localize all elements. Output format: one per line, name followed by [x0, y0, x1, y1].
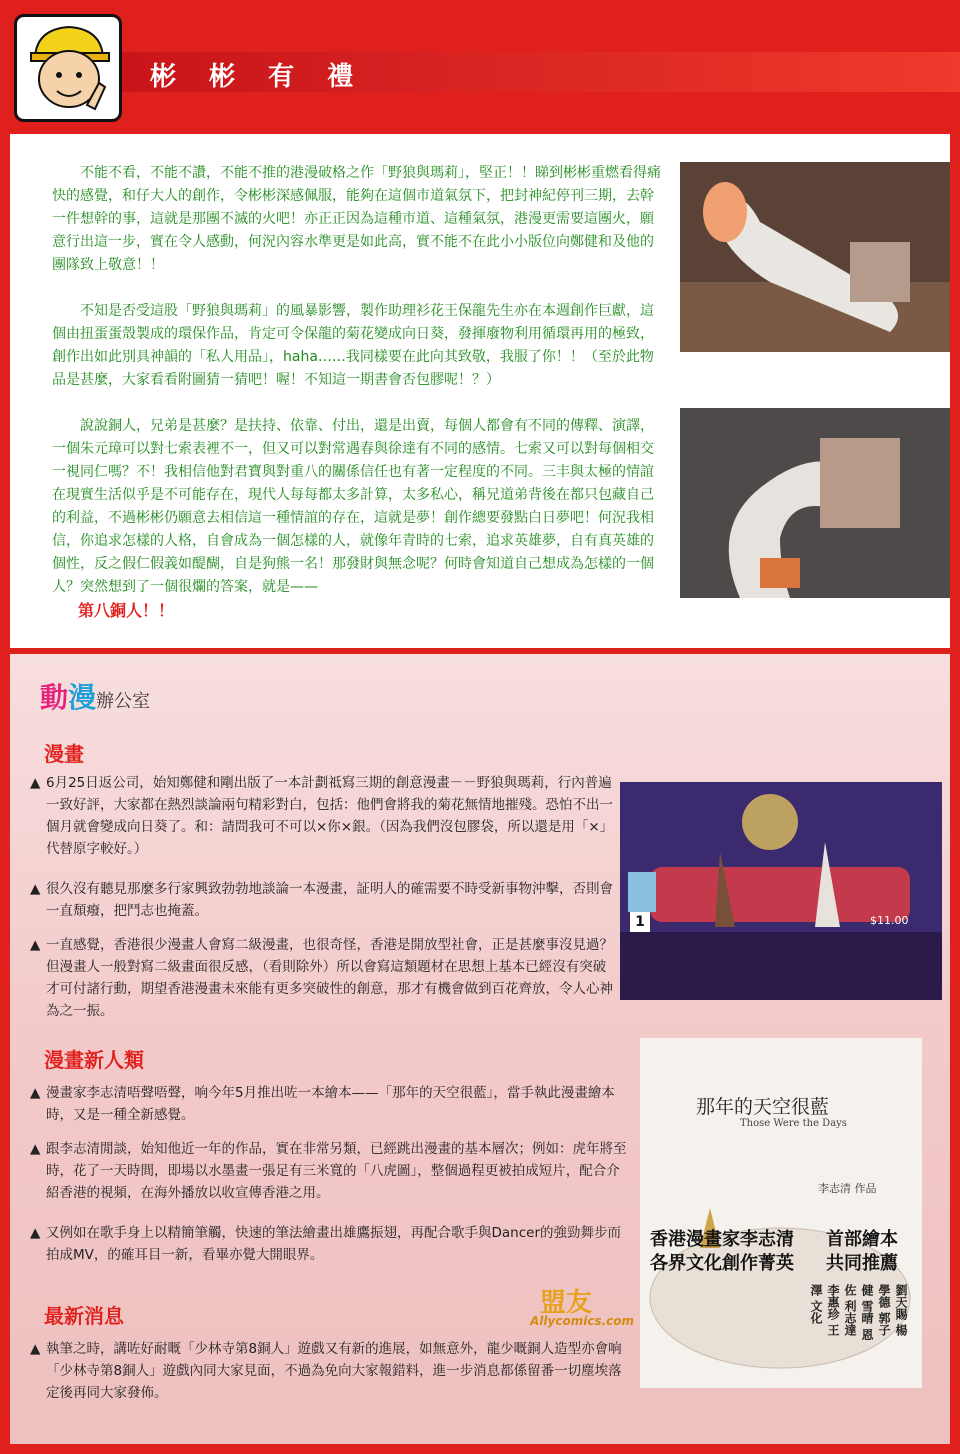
office-title-c: 辦公室 — [96, 691, 151, 712]
mascot-illustration — [14, 14, 122, 122]
list-item — [30, 878, 615, 922]
list-item — [30, 934, 615, 1022]
section-heading-newcomers: 漫畫新人類 — [44, 1048, 144, 1072]
photo-sculpture-1 — [680, 162, 950, 352]
recommender-name: 郭子健 — [860, 1284, 891, 1337]
page-title: 彬 彬 有 禮 — [150, 62, 366, 92]
recommender-name: 恩佐 — [843, 1284, 874, 1341]
book-title: 那年的天空很藍 — [696, 1096, 830, 1118]
photo-sculpture-2 — [680, 408, 950, 598]
picture-book-cover — [640, 1038, 922, 1388]
list-item-text: 很久沒有聽見那麼多行家興致勃勃地談論一本漫畫，証明人的確需要不時受新事物沖擊，否則會一直頹癈，把鬥志也掩蓋。 — [46, 881, 613, 919]
bullet-triangle-icon: ▲ — [30, 881, 41, 897]
recommender-name: 李惠珍 — [826, 1284, 840, 1320]
list-item-text: 一直感覺，香港很少漫畫人會寫二級漫畫，也很奇怪，香港是開放型社會，正是甚麼事沒見過？但漫畫人一般對寫二級畫面很反感，（看則除外）所以會寫這類題材在思想上基本已經沒有突破才可付諸行動，期望香港漫畫未來能有更多突破性的創意，那才有機會做到百花齊放，令人心神為之一振。 — [46, 937, 613, 1019]
list-item — [30, 772, 615, 860]
recommender-name: 楊學德 — [877, 1284, 908, 1337]
recommender-name: 文化 — [809, 1300, 823, 1325]
bullet-triangle-icon: ▲ — [30, 1225, 41, 1241]
closing-line: 第八銅人！！ — [78, 601, 175, 620]
list-item — [30, 1138, 630, 1204]
list-item-text: 執筆之時，講咗好耐嘅「少林寺第8銅人」遊戲又有新的進展，如無意外，龍少嘅銅人造型亦會响「少林寺第8銅人」遊戲內同大家見面，不過為免向大家報錯料，進一步消息都係留番一切塵埃落定後再同大家發佈。 — [46, 1341, 622, 1401]
intro-text — [52, 162, 667, 622]
tagline-left-line-2: 各界文化創作菁英 — [650, 1253, 794, 1274]
cover-price: $11.00 — [870, 914, 909, 927]
office-title-a: 動 — [40, 681, 69, 714]
bullet-triangle-icon: ▲ — [30, 1085, 41, 1101]
recommender-names — [690, 1284, 910, 1344]
bullet-triangle-icon: ▲ — [30, 1341, 41, 1357]
cover-volume-number: 1 — [630, 912, 650, 932]
recommender-name: 雪晴 — [860, 1300, 874, 1325]
list-item-text: 漫畫家李志清唔聲唔聲，响今年5月推出咗一本繪本——「那年的天空很藍」，當手執此漫畫繪本時，又是一種全新感覺。 — [46, 1085, 615, 1123]
book-subtitle: Those Were the Days — [740, 1118, 847, 1129]
intro-paragraph-2: 不知是否受這股「野狼與瑪莉」的風暴影響，製作助理衫花王保龍先生亦在本週創作巨獻，這個由扭蛋蛋殼製成的環保作品，肯定可令保龍的菊花變成向日葵，發揮廢物利用循環再用的極致，創作出如此別具神韻的「私人用品」，haha……我同樣要在此向其致敬，我服了你！！（至於此物品是甚麼，大家看看附圖猜一猜吧！喔！不知這一期書會否包膠呢！？） — [52, 303, 654, 388]
list-item-text: 跟李志清閒談，始知他近一年的作品，實在非常另類，已經跳出漫畫的基本層次；例如：虎年將至時，花了一天時間，即場以水墨畫一張足有三米寬的「八虎圖」，整個過程更被拍成短片，配合介紹香港的視頻，在海外播放以收宣傳香港之用。 — [46, 1141, 627, 1201]
watermark-url: Allycomics.com — [530, 1314, 634, 1328]
recommender-name: 王澤 — [809, 1284, 840, 1337]
intro-paragraph-1: 不能不看，不能不讚，不能不推的港漫破格之作「野狼與瑪莉」，堅正！！睇到彬彬重燃看得痛快的感覺，和仔大人的創作，令彬彬深感佩服，能夠在這個市道氣氛下，把封神紀停刊三期，去幹一件想幹的事，這就是那團不滅的火吧！亦正正因為這種市道、這種氣氛，港漫更需要這團火，願意行出這一步，實在令人感動，何況內容水準更是如此高，實不能不在此小小版位向鄭健和及他的團隊致上敬意！！ — [52, 165, 661, 273]
list-item — [30, 1082, 630, 1126]
watermark-logo: 盟友 — [540, 1288, 593, 1318]
bullet-triangle-icon: ▲ — [30, 1141, 41, 1157]
list-item — [30, 1338, 630, 1404]
office-title-b: 漫 — [68, 681, 97, 714]
list-item-text: 6月25日返公司，始知鄭健和剛出版了一本計劃祗寫三期的創意漫畫－－野狼與瑪莉，行內普遍一致好評，大家都在熱烈談論兩句精彩對白，包括：他們會將我的菊花無情地摧殘。恐怕不出一個月就會變成向日葵了。和：請問我可不可以×你×銀。（因為我們沒包膠袋，所以還是用「×」代替原字較好。） — [46, 775, 614, 857]
tagline-right-line-2: 共同推薦 — [826, 1253, 898, 1274]
book-author: 李志清 作品 — [818, 1182, 877, 1195]
office-section-title — [40, 676, 150, 716]
section-heading-news: 最新消息 — [44, 1304, 124, 1328]
book-tagline-left — [650, 1228, 794, 1276]
recommender-name: 利志達 — [843, 1300, 857, 1337]
book-tagline-right — [826, 1228, 898, 1276]
recommender-name: 劉天賜 — [894, 1284, 908, 1320]
bullet-triangle-icon: ▲ — [30, 937, 41, 953]
list-item-text: 又例如在歌手身上以精簡筆觸，快速的筆法繪畫出雄鷹振翅，再配合歌手與Dancer的強勁舞步而拍成MV，的確耳目一新，看畢亦覺大開眼界。 — [46, 1225, 622, 1263]
tagline-left-line-1: 香港漫畫家李志清 — [650, 1229, 794, 1250]
intro-paragraph-3: 說說銅人，兄弟是甚麼？是扶持、依靠、付出，還是出賣，每個人都會有不同的傳釋、演譯，一個朱元璋可以對七索表裡不一，但又可以對常遇春與徐達有不同的感情。七索又可以對每個相交一視同仁嗎？不！我相信他對君寶與對重八的關係信任也有著一定程度的不同。三丰與太極的情誼在現實生活似乎是不可能存在，現代人每每都太多計算，太多私心，稱兄道弟背後在都只包藏自己的利益，不過彬彬仍願意去相信這一種情誼的存在，這就是夢！創作總要發點白日夢吧！何況我相信，你追求怎樣的人格，自會成為一個怎樣的人，就像年青時的七索，追求英雄夢，自有真英雄的個性，反之假仁假義如醍醐，自是狗熊一名！那發財與無念呢？何時會知道自己想成為怎樣的一個人？突然想到了一個很爛的答案，就是—— — [52, 418, 654, 595]
comic-cover-wild-wolf-mary — [620, 782, 942, 1000]
bullet-triangle-icon: ▲ — [30, 775, 41, 791]
list-item — [30, 1222, 630, 1266]
section-heading-comics: 漫畫 — [44, 742, 84, 766]
site-watermark — [530, 1282, 660, 1342]
tagline-right-line-1: 首部繪本 — [826, 1229, 898, 1250]
